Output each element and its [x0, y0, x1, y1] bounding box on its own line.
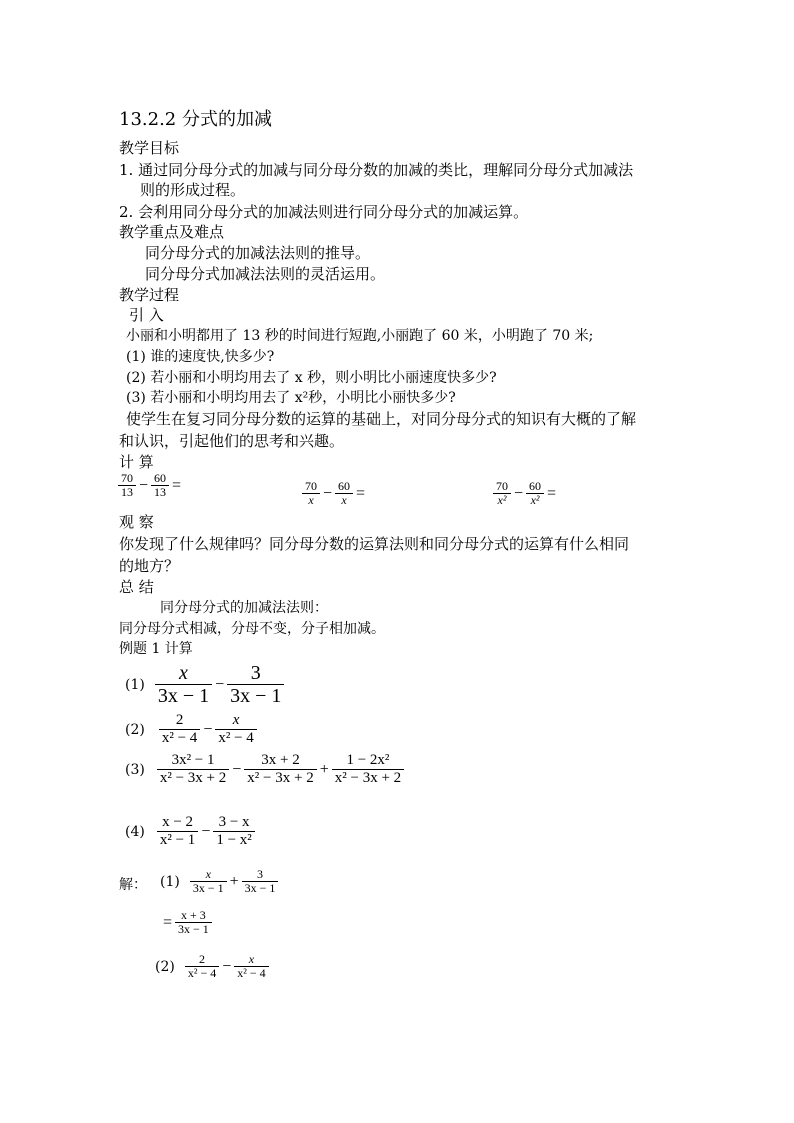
equals-sign: =: [172, 476, 182, 494]
item-label: (2): [125, 721, 145, 738]
solution-step-1: [160, 868, 278, 895]
item-label: (1): [160, 873, 180, 890]
example-expression-2: [125, 712, 257, 747]
denominator: 3x − 1: [244, 881, 276, 895]
numerator: x − 2: [162, 814, 194, 830]
denominator: 1 − x²: [216, 832, 252, 848]
key-point-2: 同分母分式加减法法则的灵活运用。: [145, 265, 386, 283]
item-label: (2): [155, 958, 175, 975]
operator: −: [323, 484, 333, 502]
goal-1: 1. 通过同分母分式的加减与同分母分数的加减的类比，理解同分母分式加减法: [119, 161, 634, 179]
page-title: 13.2.2 分式的加减: [119, 109, 272, 130]
equals-sign: =: [547, 484, 557, 502]
intro-text-1: 小丽和小明都用了 13 秒的时间进行短跑,小丽跑了 60 米，小明跑了 70 米;: [126, 328, 594, 344]
denominator: 13: [121, 485, 133, 499]
solution-step-1-result: [160, 909, 212, 936]
fraction: [175, 909, 212, 936]
summary-rule-title: 同分母分式的加减法法则：: [160, 600, 328, 616]
denominator: x² − 3x + 2: [334, 770, 402, 786]
fraction: [493, 480, 511, 507]
fraction: [242, 868, 279, 895]
fraction: [159, 712, 200, 747]
fraction: [190, 868, 227, 895]
observe-text-2: 的地方？: [119, 557, 180, 575]
intro-text-2-cont: 和认识，引起他们的思考和兴趣。: [119, 432, 345, 450]
fraction: [234, 953, 268, 980]
numerator: 60: [154, 471, 167, 485]
example-expression-1: [125, 662, 284, 707]
fraction: [335, 480, 353, 507]
example-expression-3: [125, 752, 404, 787]
example-expression-4: [125, 814, 255, 849]
fraction: [332, 752, 404, 787]
denominator: x²: [530, 493, 540, 507]
operator: −: [222, 957, 232, 975]
solution-label: 解：: [119, 877, 147, 893]
intro-question-2: (2) 若小丽和小明均用去了 x 秒，则小明比小丽速度快多少?: [126, 370, 497, 386]
heading-observe: 观 察: [119, 513, 154, 531]
calc-expression-1: [118, 472, 184, 499]
fraction: [302, 480, 320, 507]
fraction: [157, 814, 198, 849]
operator: −: [514, 484, 524, 502]
denominator: 3x − 1: [157, 685, 210, 707]
operator: −: [215, 675, 225, 693]
denominator: x²: [497, 493, 507, 507]
item-label: (3): [125, 761, 145, 778]
fraction: [244, 752, 316, 787]
fraction: [227, 662, 284, 707]
denominator: x² − 3x + 2: [247, 770, 314, 786]
fraction: [118, 472, 136, 499]
fraction: [215, 712, 256, 747]
item-label: (4): [125, 823, 145, 840]
calc-expression-2: [302, 480, 368, 507]
fraction: [185, 953, 219, 980]
denominator: 3x − 1: [230, 685, 282, 707]
intro-question-3: (3) 若小丽和小明均用去了 x²秒，小明比小丽快多少?: [126, 390, 456, 406]
denominator: x² − 4: [187, 966, 217, 980]
numerator: x: [179, 662, 188, 684]
numerator: 2: [175, 712, 184, 728]
equals-sign: =: [356, 484, 366, 502]
heading-intro: 引 入: [129, 306, 164, 324]
denominator: x: [341, 493, 347, 507]
numerator: 3: [257, 867, 264, 881]
heading-goals: 教学目标: [119, 139, 180, 157]
numerator: 70: [496, 479, 508, 493]
fraction: [213, 814, 254, 849]
numerator: 1 − 2x²: [346, 752, 390, 768]
goal-1-cont: 则的形成过程。: [140, 181, 246, 199]
solution-step-2: [155, 953, 269, 980]
numerator: 70: [305, 479, 317, 493]
denominator: x: [308, 493, 314, 507]
numerator: 60: [338, 479, 351, 493]
intro-text-2: 使学生在复习同分母分数的运算的基础上，对同分母分式的知识有大概的了解: [126, 410, 637, 428]
goal-2: 2. 会利用同分母分式的加减法则进行同分母分式的加减运算。: [119, 203, 529, 221]
fraction: [151, 472, 169, 499]
operator: +: [319, 760, 329, 778]
numerator: 70: [121, 471, 133, 485]
numerator: 3 − x: [218, 814, 250, 830]
calc-expression-3: [493, 480, 559, 507]
operator: −: [139, 476, 149, 494]
numerator: 3x² − 1: [171, 752, 215, 768]
item-label: (1): [125, 676, 145, 693]
fraction: [155, 662, 212, 707]
numerator: x: [248, 952, 255, 966]
heading-calc: 计 算: [119, 453, 154, 471]
numerator: x + 3: [181, 908, 206, 922]
denominator: x² − 1: [159, 832, 196, 848]
intro-question-1: (1) 谁的速度快,快多少?: [126, 349, 275, 365]
fraction: [157, 752, 229, 787]
summary-rule: 同分母分式相减，分母不变，分子相加减。: [119, 621, 385, 637]
numerator: 2: [199, 952, 206, 966]
key-point-1: 同分母分式的加减法法则的推导。: [145, 244, 371, 262]
denominator: x² − 4: [218, 730, 254, 746]
operator: −: [201, 822, 211, 840]
fraction: [526, 480, 544, 507]
heading-summary: 总 结: [119, 578, 154, 596]
numerator: x: [205, 867, 211, 881]
denominator: 3x − 1: [178, 922, 209, 936]
numerator: 60: [529, 479, 542, 493]
numerator: x: [232, 712, 240, 728]
denominator: x² − 4: [161, 730, 198, 746]
numerator: 3x + 2: [261, 752, 300, 768]
denominator: 3x − 1: [192, 881, 224, 895]
equals-sign: =: [163, 913, 173, 931]
heading-key-points: 教学重点及难点: [119, 223, 225, 241]
heading-process: 教学过程: [119, 286, 180, 304]
operator: −: [232, 760, 242, 778]
operator: −: [203, 720, 213, 738]
operator: +: [229, 872, 239, 890]
observe-text-1: 你发现了什么规律吗？同分母分数的运算法则和同分母分式的运算有什么相同: [119, 535, 630, 553]
denominator: 13: [154, 485, 167, 499]
denominator: x² − 3x + 2: [159, 770, 227, 786]
denominator: x² − 4: [237, 966, 266, 980]
heading-example: 例题 1 计算: [119, 641, 193, 657]
numerator: 3: [250, 662, 261, 684]
